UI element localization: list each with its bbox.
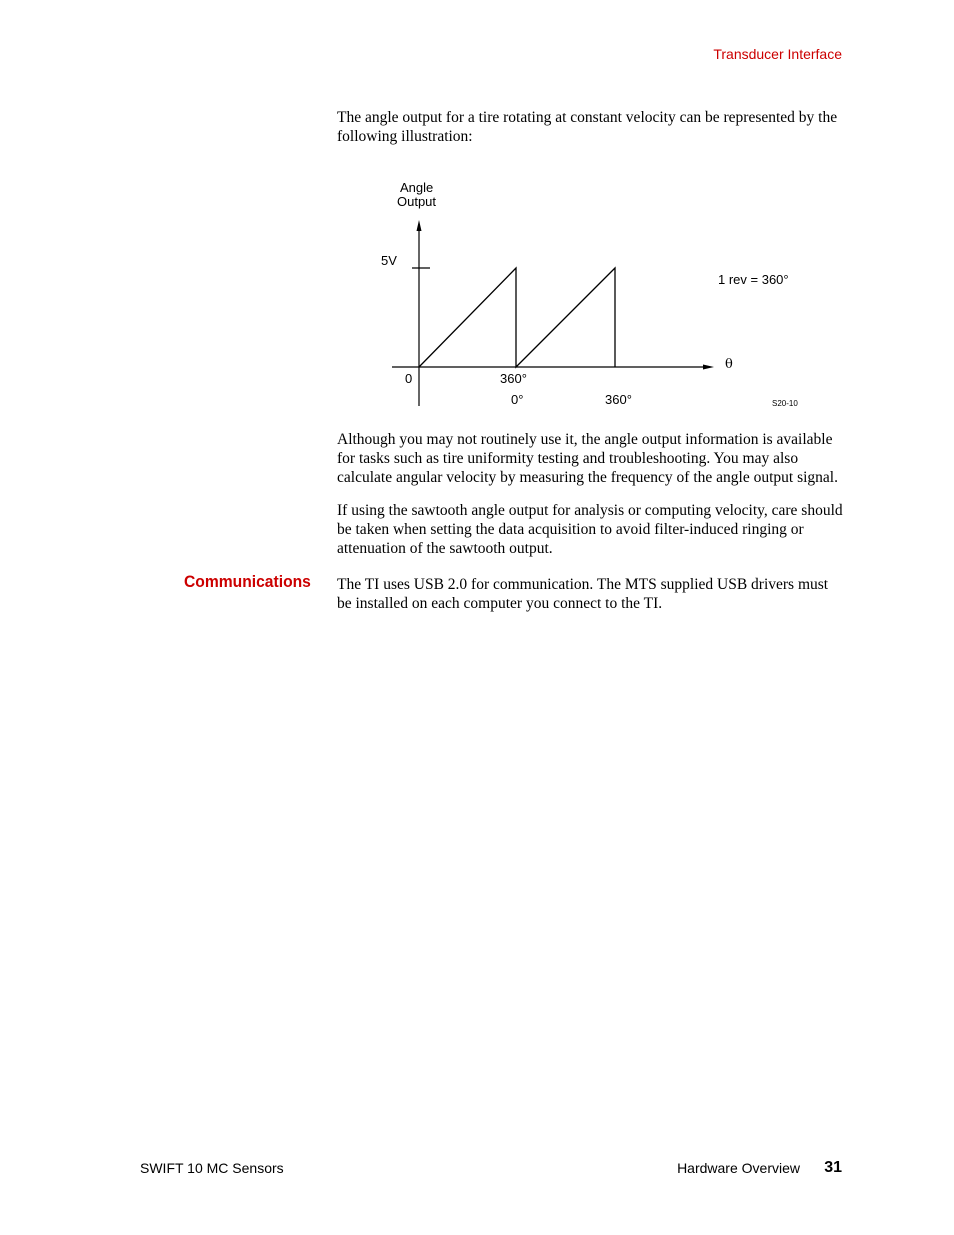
footer-manual-title: SWIFT 10 MC Sensors [140, 1160, 284, 1176]
sawtooth-waveform [419, 268, 615, 367]
figure-id: S20-10 [772, 399, 798, 408]
page-number: 31 [824, 1159, 842, 1176]
y-axis-label-line2: Output [397, 194, 437, 209]
sawtooth-analysis-paragraph: If using the sawtooth angle output for analysis or computing velocity, care should be taken when setting the data acquisition to avoid filter-induced ringing or attenuation of the sawtooth output. [337, 502, 843, 557]
y-max-label: 5V [381, 253, 397, 268]
y-axis-arrowhead [417, 220, 422, 231]
second-cycle-end-label: 360° [605, 392, 632, 407]
y-axis-label-line1: Angle [400, 180, 434, 195]
first-cycle-end-label: 360° [500, 371, 527, 386]
footer-chapter-title: Hardware Overview [677, 1160, 800, 1176]
running-header-section: Transducer Interface [713, 46, 842, 62]
origin-label: 0 [405, 371, 413, 386]
communications-heading: Communications [184, 572, 311, 591]
communications-paragraph: The TI uses USB 2.0 for communication. The MTS supplied USB drivers must be installed on each computer you connect to the TI. [337, 576, 829, 612]
revolution-note: 1 rev = 360° [718, 272, 789, 287]
x-axis-theta-label: θ [725, 357, 733, 372]
intro-paragraph: The angle output for a tire rotating at constant velocity can be represented by the following illustration: [337, 109, 838, 145]
x-axis-arrowhead [703, 365, 714, 370]
angle-output-usage-paragraph: Although you may not routinely use it, the angle output information is available for tasks such as tire uniformity testing and troubleshooting. You may also calculate angular velocity by measuring the frequency of the angle output signal. [337, 431, 838, 486]
second-cycle-start-label: 0° [511, 392, 524, 407]
